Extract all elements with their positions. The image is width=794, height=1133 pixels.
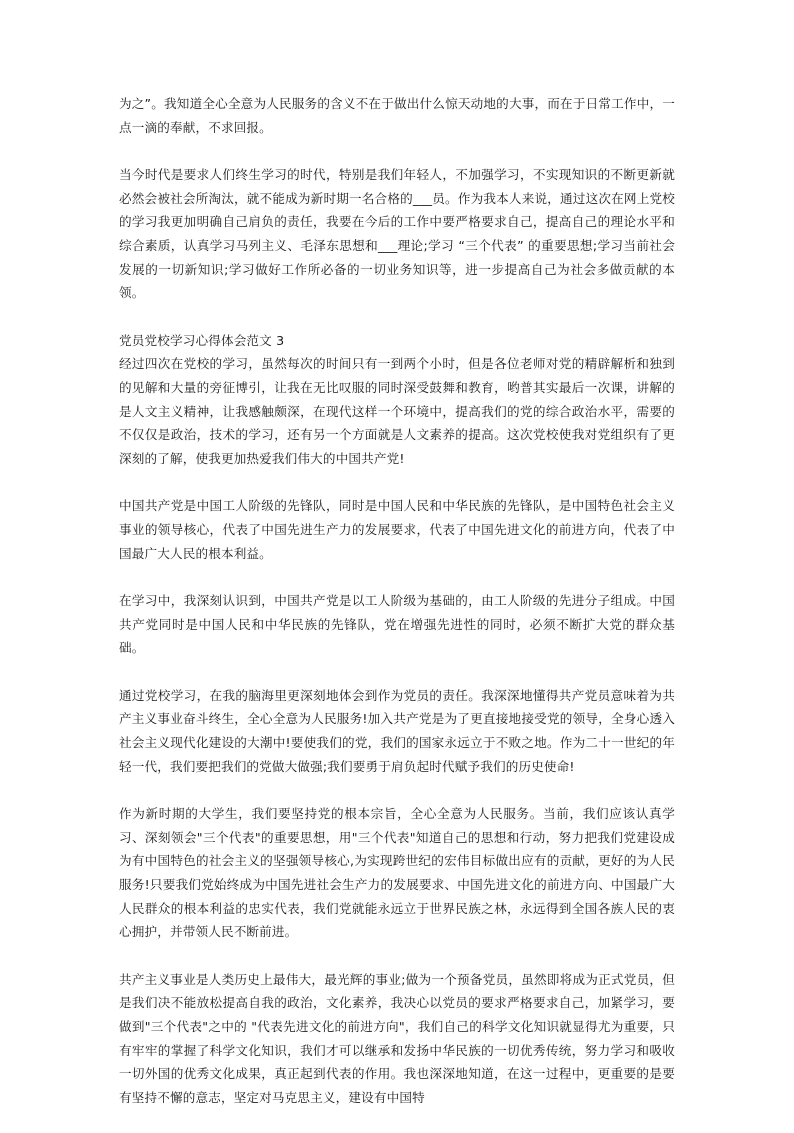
section-paragraph-2: 中国共产党是中国工人阶级的先锋队，同时是中国人民和中华民族的先锋队，是中国特色社会主义事业的领导核心，代表了中国先进生产力的发展要求，代表了中国先进文化的前进方向，代表了中国最广大人民的根本利益。 <box>119 498 675 561</box>
section-paragraph-5: 作为新时期的大学生，我们要坚持党的根本宗旨，全心全意为人民服务。当前，我们应该认真学习、深刻领会"三个代表"的重要思想，用"三个代表"知道自己的思想和行动，努力把我们党建设成为有中国特色的社会主义的坚强领导核心,为实现跨世纪的宏伟目标做出应有的贡献，更好的为人民服务!只要我们党始终成为中国先进社会生产力的发展要求、中国先进文化的前进方向、中国最广大人民群众的根本利益的忠实代表，我们党就能永远立于世界民族之林，永远得到全国各族人民的衷心拥护，并带领人民不断前进。 <box>119 806 675 940</box>
section-paragraph-1: 经过四次在党校的学习，虽然每次的时间只有一到两个小时，但是各位老师对党的精辟解析和独到的见解和大量的旁征博引，让我在无比叹服的同时深受鼓舞和教育，哟普其实最后一次课，讲解的是人文主义精神，让我感触颇深，在现代这样一个环境中，提高我们的党的综合政治水平，需要的不仅仅是政治，技术的学习，还有另一个方面就是人文素养的提高。这次党校使我对党组织有了更深刻的了解，使我更加热爱我们伟大的中国共产党! <box>119 356 675 466</box>
paragraph-1: 为之”。我知道全心全意为人民服务的含义不在于做出什么惊天动地的大事，而在于日常工作中，一点一滴的奉献，不求回报。 <box>119 96 675 135</box>
section-paragraph-6: 共产主义事业是人类历史上最伟大，最光辉的事业;做为一个预备党员，虽然即将成为正式党员，但是我们决不能放松提高自我的政治，文化素养，我决心以党员的要求严格要求自己，加紧学习，要做到"三个代表"之中的 "代表先进文化的前进方向"，我们自己的科学文化知识就显得尤为重要，只有牢牢的掌握了科学文化知识，我们才可以继承和发扬中华民族的一切优秀传统，努力学习和吸收一切外国的优秀文化成果，真正起到代表的作用。我也深深地知道，在这一过程中，更重要的是要有坚持不懈的意志，坚定对马克思主义，建设有中国特 <box>119 971 675 1105</box>
section-paragraph-3: 在学习中，我深刻认识到，中国共产党是以工人阶级为基础的，由工人阶级的先进分子组成。中国共产党同时是中国人民和中华民族的先锋队，党在增强先进性的同时，必须不断扩大党的群众基础。 <box>119 593 675 656</box>
section-paragraph-4: 通过党校学习，在我的脑海里更深刻地体会到作为党员的责任。我深深地懂得共产党员意味着为共产主义事业奋斗终生，全心全意为人民服务!加入共产党是为了更直接地接受党的领导，全身心透入社会主义现代化建设的大潮中!要使我们的党，我们的国家永远立于不败之地。作为二十一世纪的年轻一代，我们要把我们的党做大做强;我们要勇于肩负起时代赋予我们的历史使命! <box>119 687 675 774</box>
document-page <box>119 92 675 1133</box>
paragraph-2: 当今时代是要求人们终生学习的时代，特别是我们年轻人，不加强学习，不实现知识的不断更新就必然会被社会所淘汰，就不能成为新时期一名合格的___员。作为我本人来说，通过这次在网上党校的学习我更加明确自己肩负的责任，我要在今后的工作中要严格要求自己，提高自己的理论水平和综合素质，认真学习马列主义、毛泽东思想和___理论;学习 “三个代表” 的重要思想;学习当前社会发展的一切新知识;学习做好工作所必备的一切业务知识等，进一步提高自己为社会多做贡献的本领。 <box>119 167 675 301</box>
section-heading: 党员党校学习心得体会范文 3 <box>119 332 285 348</box>
